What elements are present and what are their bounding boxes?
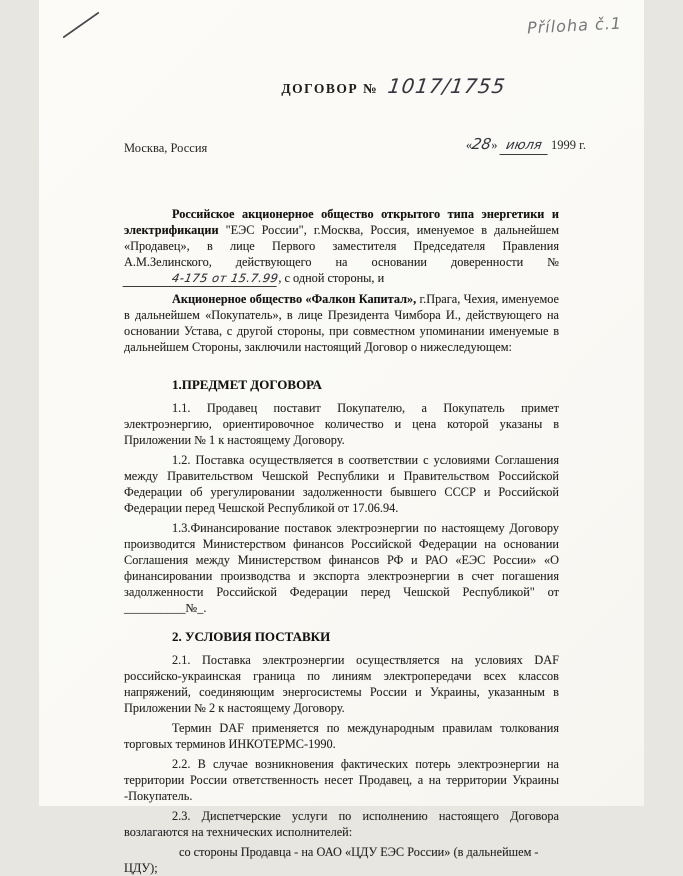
seller-text-tail: , с одной стороны, и: [278, 271, 385, 285]
clause-1-2: 1.2. Поставка осуществляется в соответствии с условиями Соглашения между Правительством Чешской Республики и Правительством Российской Федерации об урегулировании задолженности бывшего СССР и Российской Федерации перед Чешской Республикой от 17.06.94.: [124, 453, 559, 515]
scanned-contract-page: [39, 0, 644, 875]
place-line: Москва, Россия: [124, 141, 208, 155]
preamble-seller-paragraph: [124, 206, 559, 287]
pen-slash-mark: [62, 12, 99, 39]
buyer-text: г.Прага, Чехия, именуемое в дальнейшем «Покупатель», в лице Президента Чимбора И., действующего на основании Устава, с другой стороны, при совместном упоминании именуемые в дальнейшем Стороны, заключили настоящий Договор о нижеследующем:: [124, 292, 559, 354]
clause-2-2: 2.2. В случае возникновения фактических потерь электроэнергии на территории России ответственность несет Продавец, а на территории Украины -Покупатель.: [124, 757, 559, 803]
clause-1-3-text: 1.3.Финансирование поставок электроэнергии по настоящему Договору производится Министерством финансов Российской Федерации на основании Соглашения между Министерством финансов РФ и РАО «ЕЭС России» «О финансировании производства и экспорта электроэнергии в счет погашения задолженности Российской Федерации перед Чешской Республикой" от: [124, 521, 559, 599]
date-close-quote: »: [491, 138, 498, 152]
seller-name-bold: Российское акционерное общество открытого типа энергетики и электрификации: [124, 207, 559, 237]
section-1-heading: 1.ПРЕДМЕТ ДОГОВОРА: [172, 377, 322, 392]
clause-1-1: 1.1. Продавец поставит Покупателю, а Покупатель примет электроэнергию, ориентировочное количество и цена которой указаны в Приложении № 1 к настоящему Договору.: [124, 401, 559, 447]
date-month-handwritten: июля: [499, 138, 550, 155]
date-day-handwritten: 28: [470, 135, 493, 153]
contract-title-label: ДОГОВОР №: [281, 81, 379, 96]
buyer-name-bold: Акционерное общество «Фалкон Капитал»,: [172, 292, 417, 306]
date-year: 1999 г.: [551, 138, 586, 152]
clause-2-1-term: Термин DAF применяется по международным правилам толкования торговых терминов ИНКОТЕРМС-1990.: [124, 721, 559, 751]
contract-number-handwritten: 1017/1755: [386, 74, 508, 98]
preamble-buyer-paragraph: [124, 291, 559, 355]
date-line: [466, 135, 586, 155]
clause-1-3: [124, 520, 559, 616]
power-of-attorney-handwritten: 4-175 от 15.7.99: [123, 270, 280, 287]
section-2-heading: 2. УСЛОВИЯ ПОСТАВКИ: [172, 629, 331, 644]
contract-body: [124, 206, 559, 876]
date-open-quote: «: [465, 138, 473, 152]
clause-2-3-seller-agent: со стороны Продавца - на ОАО «ЦДУ ЕЭС России» (в дальнейшем - ЦДУ);: [124, 845, 539, 875]
clause-1-3-number-placeholder: №_.: [185, 601, 207, 615]
clause-2-1: 2.1. Поставка электроэнергии осуществляется на условиях DAF российско-украинская граница по линиям электропередачи всех классов напряжений, соединяющим энергосистемы России и Украины, указанным в Приложении № 2 к настоящему Договору.: [124, 653, 559, 715]
clause-2-3: 2.3. Диспетчерские услуги по исполнению настоящего Договора возлагаются на технических исполнителей:: [124, 809, 559, 839]
clause-1-3-blank-line: __________: [124, 601, 186, 615]
contract-title: [91, 74, 683, 98]
handwritten-attachment-note: Příloha č.1: [526, 13, 623, 38]
seller-text: "ЕЭС России", г.Москва, Россия, именуемое в дальнейшем «Продавец», в лице Первого заместителя Председателя Правления А.М.Зелинского, действующего на основании доверенности №: [124, 223, 559, 269]
